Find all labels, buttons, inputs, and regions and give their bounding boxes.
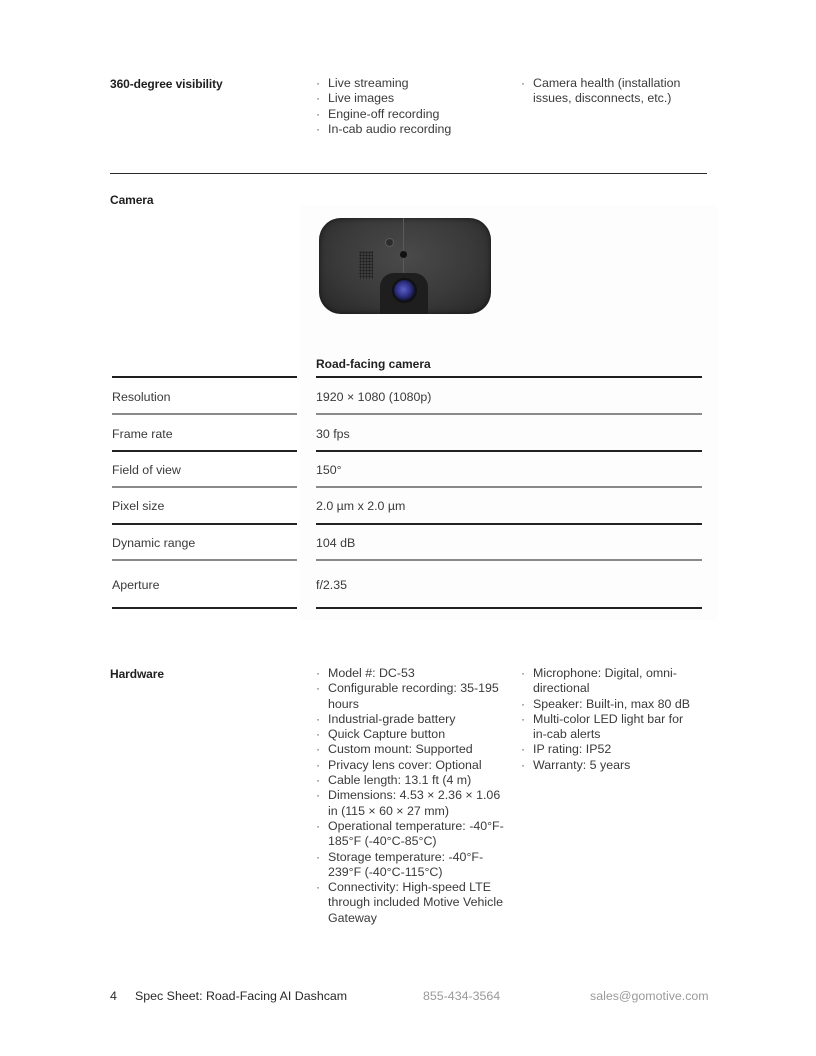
list-item: · Industrial-grade battery: [316, 712, 506, 727]
hardware-specs-col2: [521, 666, 696, 773]
spec-value: 1920 × 1080 (1080p): [316, 390, 432, 404]
spec-label: Frame rate: [112, 427, 173, 441]
list-item: · IP rating: IP52: [521, 742, 696, 757]
table-rule: [316, 523, 702, 525]
spec-label: Aperture: [112, 578, 160, 592]
spec-value: 150°: [316, 463, 342, 477]
table-rule: [316, 559, 702, 561]
camera-lens-icon: [392, 278, 417, 303]
list-item: · Privacy lens cover: Optional: [316, 758, 506, 773]
list-item: · Storage temperature: -40°F-239°F (-40°C-115°C): [316, 850, 506, 881]
list-item: · Speaker: Built-in, max 80 dB: [521, 697, 696, 712]
table-rule: [316, 376, 702, 378]
list-item: · Multi-color LED light bar for in-cab alerts: [521, 712, 696, 743]
spec-label: Dynamic range: [112, 536, 196, 550]
table-rule: [112, 413, 297, 415]
camera-section-label: Camera: [110, 193, 154, 207]
hardware-section-label: Hardware: [110, 667, 164, 681]
spec-value: f/2.35: [316, 578, 348, 592]
list-item: · Connectivity: High-speed LTE through included Motive Vehicle Gateway: [316, 880, 506, 926]
page-number: 4: [110, 989, 117, 1003]
table-rule: [112, 523, 297, 525]
table-rule: [112, 486, 297, 488]
list-item: · Custom mount: Supported: [316, 742, 506, 757]
table-rule: [316, 450, 702, 452]
dashcam-seam: [403, 218, 404, 276]
spec-value: 30 fps: [316, 427, 350, 441]
table-rule: [316, 486, 702, 488]
list-item: · Configurable recording: 35-195 hours: [316, 681, 506, 712]
list-item: · Engine-off recording: [316, 107, 506, 122]
spec-label: Resolution: [112, 390, 171, 404]
list-item: · Dimensions: 4.53 × 2.36 × 1.06 in (115 × 60 × 27 mm): [316, 788, 506, 819]
table-rule: [112, 559, 297, 561]
table-rule: [112, 607, 297, 609]
spec-value: 104 dB: [316, 536, 356, 550]
visibility-features-col1: [316, 76, 506, 137]
microphone-hole-icon: [400, 251, 407, 258]
table-rule: [316, 607, 702, 609]
list-item: · Live streaming: [316, 76, 506, 91]
contact-phone[interactable]: 855-434-3564: [423, 989, 501, 1003]
document-title: Spec Sheet: Road-Facing AI Dashcam: [135, 989, 348, 1003]
list-item: · Microphone: Digital, omni-directional: [521, 666, 696, 697]
contact-email[interactable]: sales@gomotive.com: [590, 989, 709, 1003]
hardware-specs-col1: [316, 666, 506, 926]
speaker-grille-icon: [359, 251, 373, 279]
spec-label: Pixel size: [112, 499, 165, 513]
list-item: · Model #: DC-53: [316, 666, 506, 681]
list-item: · In-cab audio recording: [316, 122, 506, 137]
list-item: · Operational temperature: -40°F-185°F (-40°C-85°C): [316, 819, 506, 850]
table-heading: Road-facing camera: [316, 357, 431, 371]
list-item: · Live images: [316, 91, 506, 106]
visibility-features-col2: [521, 76, 696, 107]
section-divider: [110, 173, 707, 174]
list-item: · Warranty: 5 years: [521, 758, 696, 773]
table-rule: [112, 376, 297, 378]
sensor-icon: [385, 238, 394, 247]
visibility-section-label: 360-degree visibility: [110, 77, 223, 91]
spec-value: 2.0 µm x 2.0 µm: [316, 499, 406, 513]
list-item: · Cable length: 13.1 ft (4 m): [316, 773, 506, 788]
list-item: · Quick Capture button: [316, 727, 506, 742]
spec-label: Field of view: [112, 463, 181, 477]
table-rule: [112, 450, 297, 452]
table-rule: [316, 413, 702, 415]
list-item: · Camera health (installation issues, disconnects, etc.): [521, 76, 696, 107]
